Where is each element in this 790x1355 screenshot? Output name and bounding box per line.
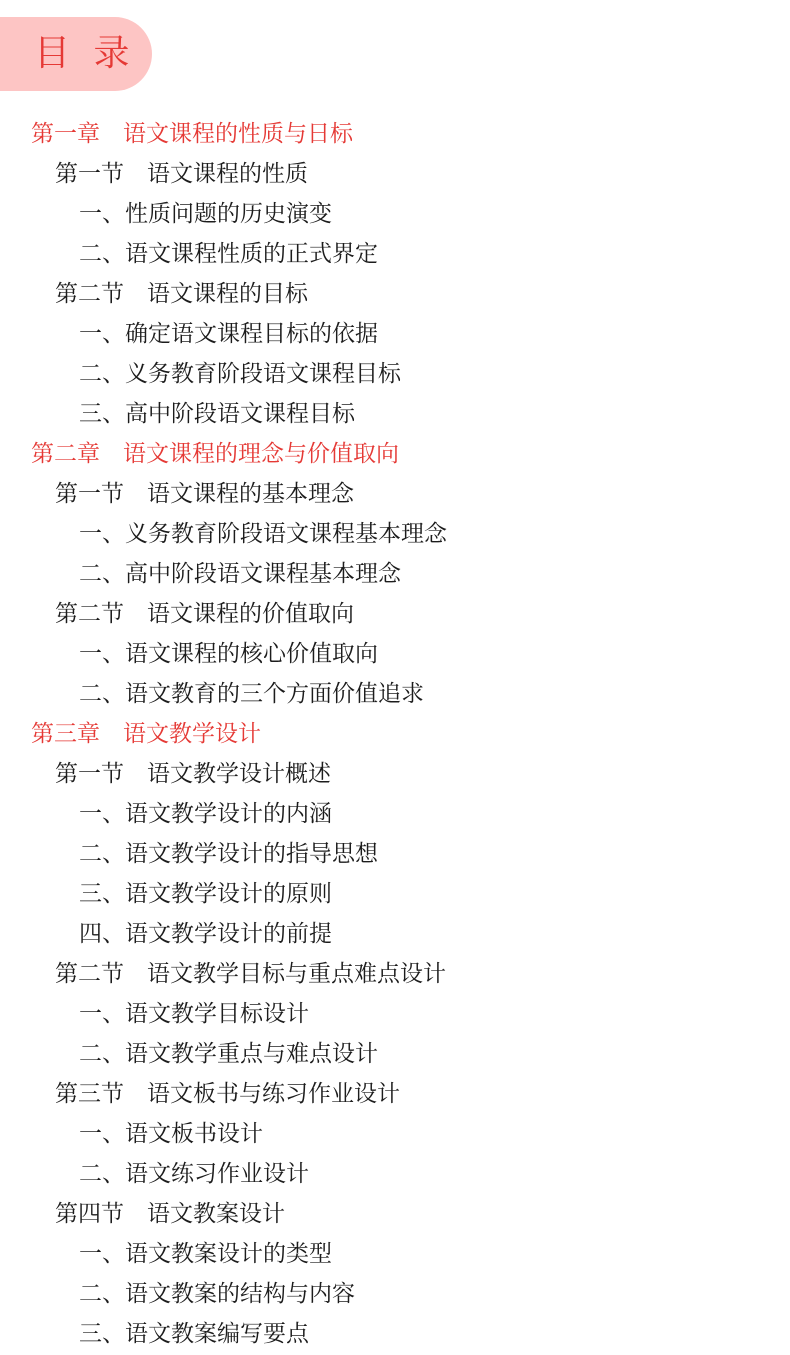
toc-subsection-link[interactable]: 二、语文教案的结构与内容: [79, 1281, 355, 1307]
toc-chapter-link[interactable]: 第三章 语文教学设计: [31, 721, 261, 747]
toc-section-link[interactable]: 第一节 语文课程的基本理念: [55, 481, 354, 507]
toc-section-link[interactable]: 第四节 语文教案设计: [55, 1201, 285, 1227]
toc-subsection-link[interactable]: 三、语文教案编写要点: [79, 1321, 309, 1347]
toc-subsection-link[interactable]: 二、语文课程性质的正式界定: [79, 241, 378, 267]
toc-subsection-link[interactable]: 一、语文教学设计的内涵: [79, 801, 332, 827]
table-of-contents: [0, 114, 790, 1354]
toc-subsection-link[interactable]: 一、义务教育阶段语文课程基本理念: [79, 521, 447, 547]
toc-subsection-link[interactable]: 二、高中阶段语文课程基本理念: [79, 561, 401, 587]
toc-chapter-link[interactable]: 第二章 语文课程的理念与价值取向: [31, 441, 399, 467]
toc-chapter-link[interactable]: 第一章 语文课程的性质与日标: [31, 121, 353, 147]
toc-subsection-link[interactable]: 一、语文教案设计的类型: [79, 1241, 332, 1267]
toc-subsection-link[interactable]: 四、语文教学设计的前提: [79, 921, 332, 947]
toc-subsection-link[interactable]: 一、语文板书设计: [79, 1121, 263, 1147]
toc-section-link[interactable]: 第三节 语文板书与练习作业设计: [55, 1081, 400, 1107]
toc-subsection-link[interactable]: 二、语文教育的三个方面价值追求: [79, 681, 424, 707]
toc-subsection-link[interactable]: 一、语文课程的核心价值取向: [79, 641, 378, 667]
toc-subsection-link[interactable]: 二、义务教育阶段语文课程目标: [79, 361, 401, 387]
toc-subsection-link[interactable]: 二、语文教学设计的指导思想: [79, 841, 378, 867]
toc-subsection-link[interactable]: 一、确定语文课程目标的依据: [79, 321, 378, 347]
toc-section-link[interactable]: 第二节 语文课程的目标: [55, 281, 308, 307]
toc-header-badge: [0, 17, 152, 91]
toc-subsection-link[interactable]: 一、性质问题的历史演变: [79, 201, 332, 227]
toc-subsection-link[interactable]: 三、高中阶段语文课程目标: [79, 401, 355, 427]
toc-subsection-link[interactable]: 二、语文练习作业设计: [79, 1161, 309, 1187]
toc-section-link[interactable]: 第一节 语文课程的性质: [55, 161, 308, 187]
toc-section-link[interactable]: 第一节 语文教学设计概述: [55, 761, 331, 787]
toc-subsection-link[interactable]: 三、语文教学设计的原则: [79, 881, 332, 907]
toc-subsection-link[interactable]: 一、语文教学目标设计: [79, 1001, 309, 1027]
toc-section-link[interactable]: 第二节 语文教学目标与重点难点设计: [55, 961, 446, 987]
toc-subsection-link[interactable]: 二、语文教学重点与难点设计: [79, 1041, 378, 1067]
toc-section-link[interactable]: 第二节 语文课程的价值取向: [55, 601, 354, 627]
page-title: 目 录: [34, 33, 136, 74]
